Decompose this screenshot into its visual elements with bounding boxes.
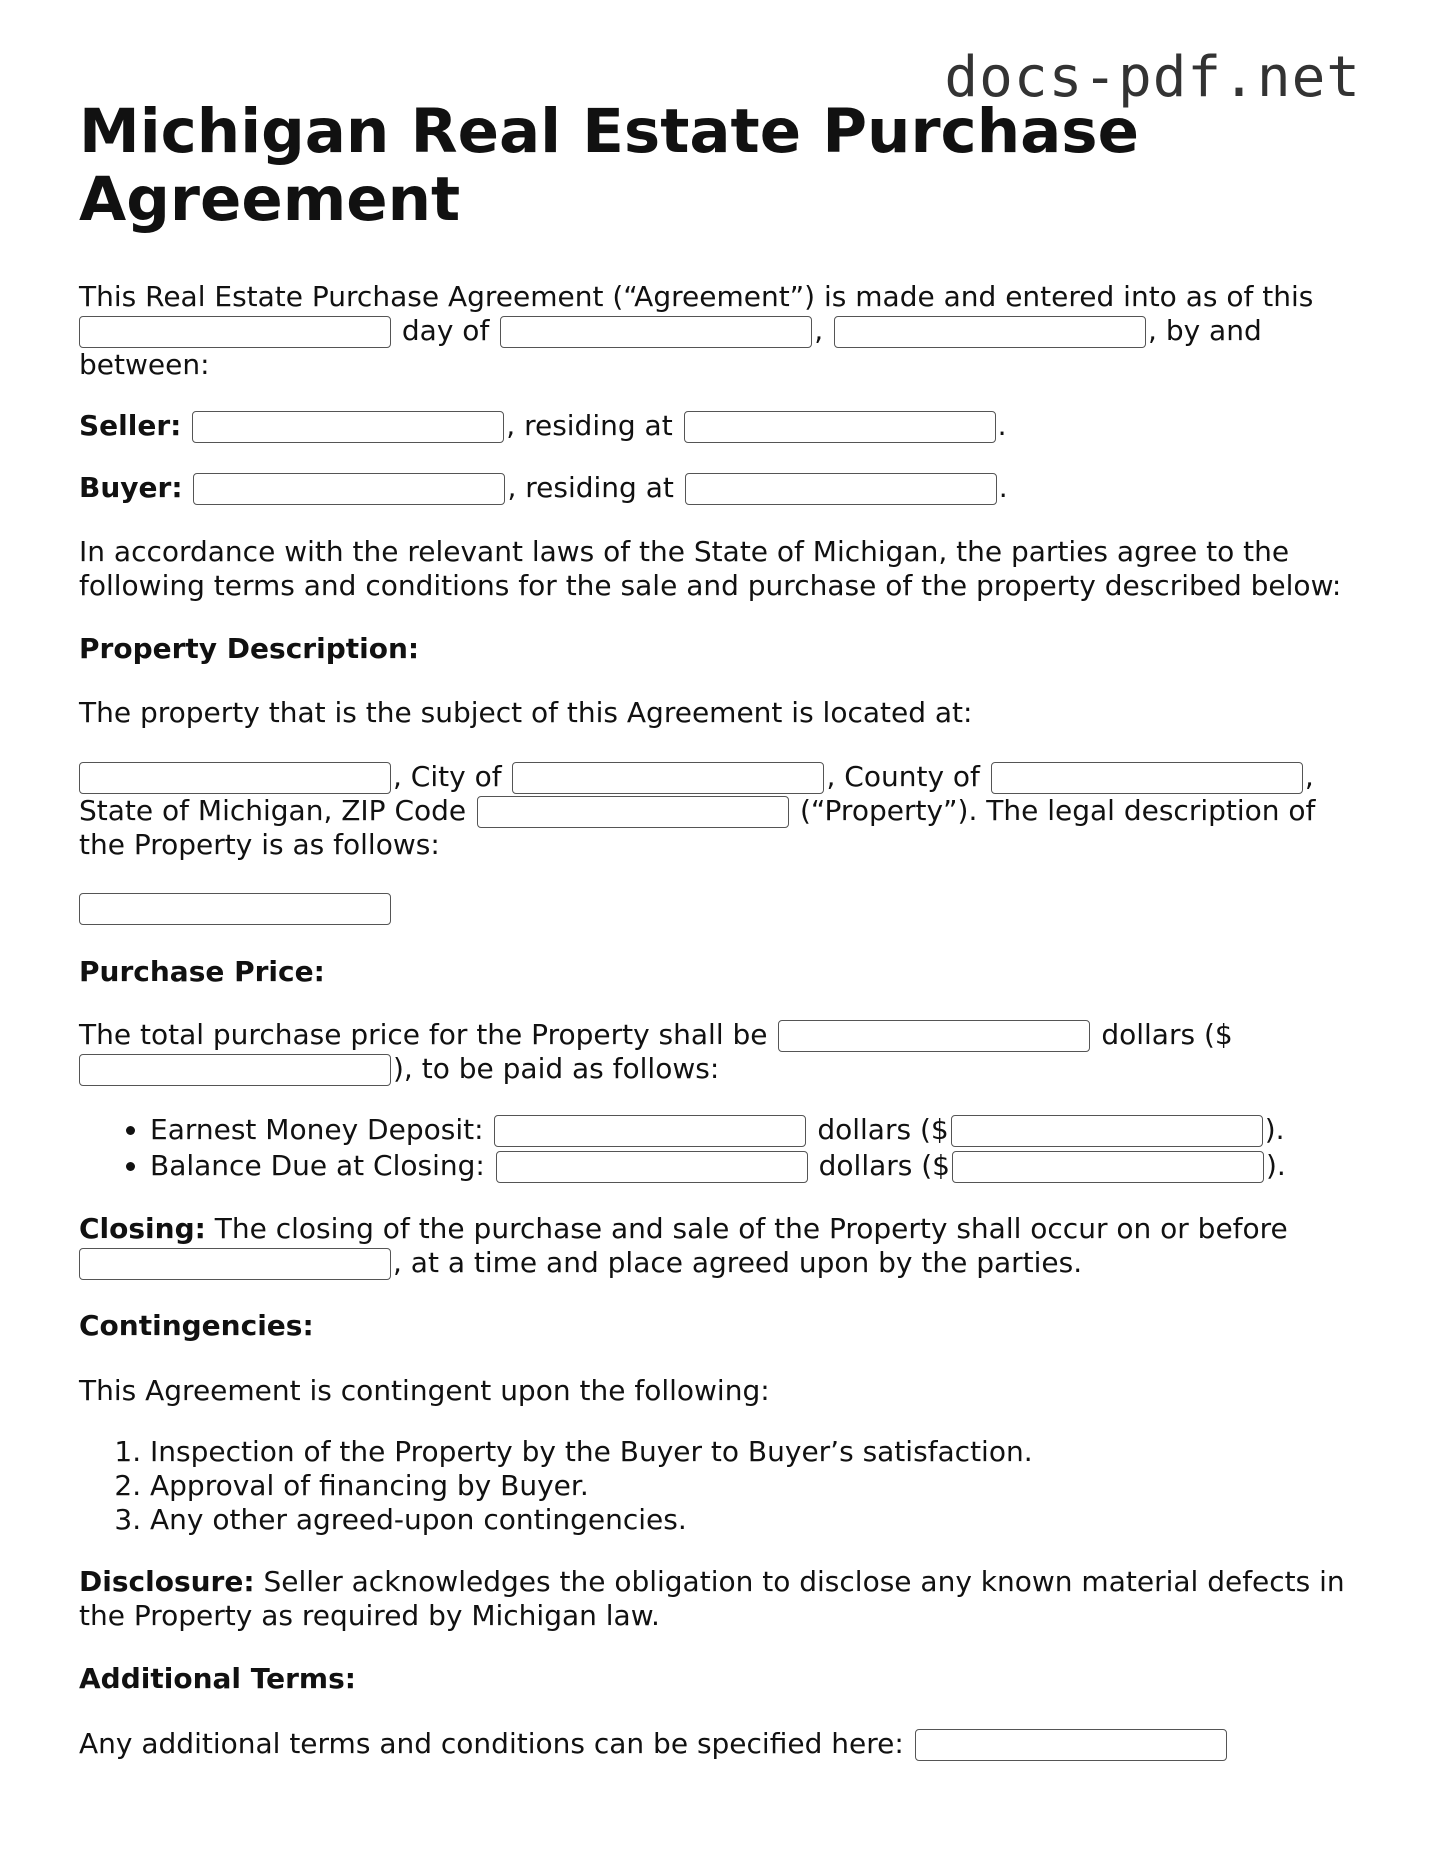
balance-amount-input[interactable] [952, 1151, 1264, 1183]
county-of-label: , County of [826, 759, 980, 793]
intro-lead: This Real Estate Purchase Agreement (“Agreement”) is made and entered into as of this [79, 280, 1314, 313]
zip-input[interactable] [477, 796, 789, 828]
contingencies-list [79, 1435, 1369, 1537]
price-heading: Purchase Price: [79, 954, 325, 988]
year-input[interactable] [834, 316, 1146, 348]
seller-address-input[interactable] [684, 411, 996, 443]
buyer-address-input[interactable] [685, 473, 997, 505]
additional-terms-input[interactable] [915, 1729, 1227, 1761]
price-words-input[interactable] [778, 1020, 1090, 1052]
disclosure-label: Disclosure: [79, 1565, 255, 1599]
list-item: 1. Inspection of the Property by the Buyer to Buyer’s satisfaction. [150, 1435, 1369, 1469]
seller-name-input[interactable] [192, 411, 504, 443]
property-located-text: The property that is the subject of this Agreement is located at: [79, 696, 973, 730]
price-paragraph [79, 1018, 1369, 1086]
payment-list [79, 1112, 1369, 1184]
closing-date-input[interactable] [79, 1248, 391, 1280]
legal-description-line [79, 890, 1369, 926]
buyer-name-input[interactable] [193, 473, 505, 505]
month-input[interactable] [500, 316, 812, 348]
dollars-label: dollars ($ [817, 1113, 949, 1147]
legal-description-text: (“Property”). The legal description of the Property is as follows: [79, 793, 1316, 861]
balance-words-input[interactable] [496, 1151, 808, 1183]
seller-label: Seller: [79, 409, 182, 442]
day-of-label: day of [401, 314, 490, 347]
list-item [150, 1148, 1369, 1184]
paid-label: ), to be paid as follows: [393, 1052, 720, 1086]
contingencies-heading: Contingencies: [79, 1309, 314, 1343]
watermark: docs-pdf.net [944, 45, 1361, 110]
earnest-money-label: Earnest Money Deposit: [150, 1113, 484, 1147]
dollars-label: dollars ($ [1101, 1018, 1233, 1052]
disclosure-paragraph [79, 1565, 1369, 1633]
buyer-label: Buyer: [79, 471, 183, 505]
day-input[interactable] [79, 316, 391, 348]
price-amount-input[interactable] [79, 1054, 391, 1086]
legal-description-input[interactable] [79, 893, 391, 925]
comma: , [1304, 759, 1314, 793]
by-and-label: , by and [1148, 314, 1262, 347]
between-label: between: [79, 348, 210, 381]
property-heading: Property Description: [79, 631, 420, 665]
price-total-label: The total purchase price for the Property shall be [79, 1018, 768, 1052]
closing-paragraph [79, 1212, 1369, 1280]
closing-label: Closing: [79, 1212, 206, 1246]
period: . [998, 471, 1008, 505]
list-item [150, 1112, 1369, 1148]
state-zip-label: State of Michigan, ZIP Code [79, 793, 467, 827]
closing-tail: , at a time and place agreed upon by the parties. [393, 1246, 1083, 1280]
close-paren: ). [1266, 1149, 1286, 1183]
dollars-label: dollars ($ [818, 1149, 950, 1183]
buyer-line [79, 470, 1369, 506]
additional-line [79, 1726, 1369, 1762]
page-title: Michigan Real Estate Purchase Agreement [79, 96, 1139, 235]
list-item: 3. Any other agreed-upon contingencies. [150, 1503, 1369, 1537]
document-body [79, 98, 1369, 1762]
contingencies-lead: This Agreement is contingent upon the following: [79, 1373, 770, 1407]
county-input[interactable] [991, 762, 1303, 794]
comma: , [814, 314, 824, 347]
close-paren: ). [1264, 1113, 1285, 1147]
seller-residing-label: , residing at [506, 409, 673, 442]
balance-due-label: Balance Due at Closing: [150, 1149, 485, 1183]
disclosure-text: Seller acknowledges the obligation to disclose any known material defects in the Property as required by Michigan law. [79, 1565, 1345, 1633]
city-of-label: , City of [393, 759, 502, 793]
city-input[interactable] [512, 762, 824, 794]
additional-text: Any additional terms and conditions can be specified here: [79, 1726, 904, 1760]
intro-paragraph [79, 280, 1369, 382]
additional-heading: Additional Terms: [79, 1662, 356, 1696]
closing-text: The closing of the purchase and sale of the Property shall occur on or before [214, 1212, 1288, 1246]
seller-line [79, 408, 1369, 444]
earnest-words-input[interactable] [494, 1115, 806, 1147]
street-address-input[interactable] [79, 762, 391, 794]
list-item: 2. Approval of financing by Buyer. [150, 1469, 1369, 1503]
period: . [997, 409, 1007, 442]
buyer-residing-label: , residing at [507, 471, 674, 505]
accordance-paragraph: In accordance with the relevant laws of the State of Michigan, the parties agree to the following terms and conditions for the sale and purchase of the property described below: [79, 534, 1342, 602]
property-address-paragraph [79, 760, 1369, 862]
earnest-amount-input[interactable] [951, 1115, 1263, 1147]
